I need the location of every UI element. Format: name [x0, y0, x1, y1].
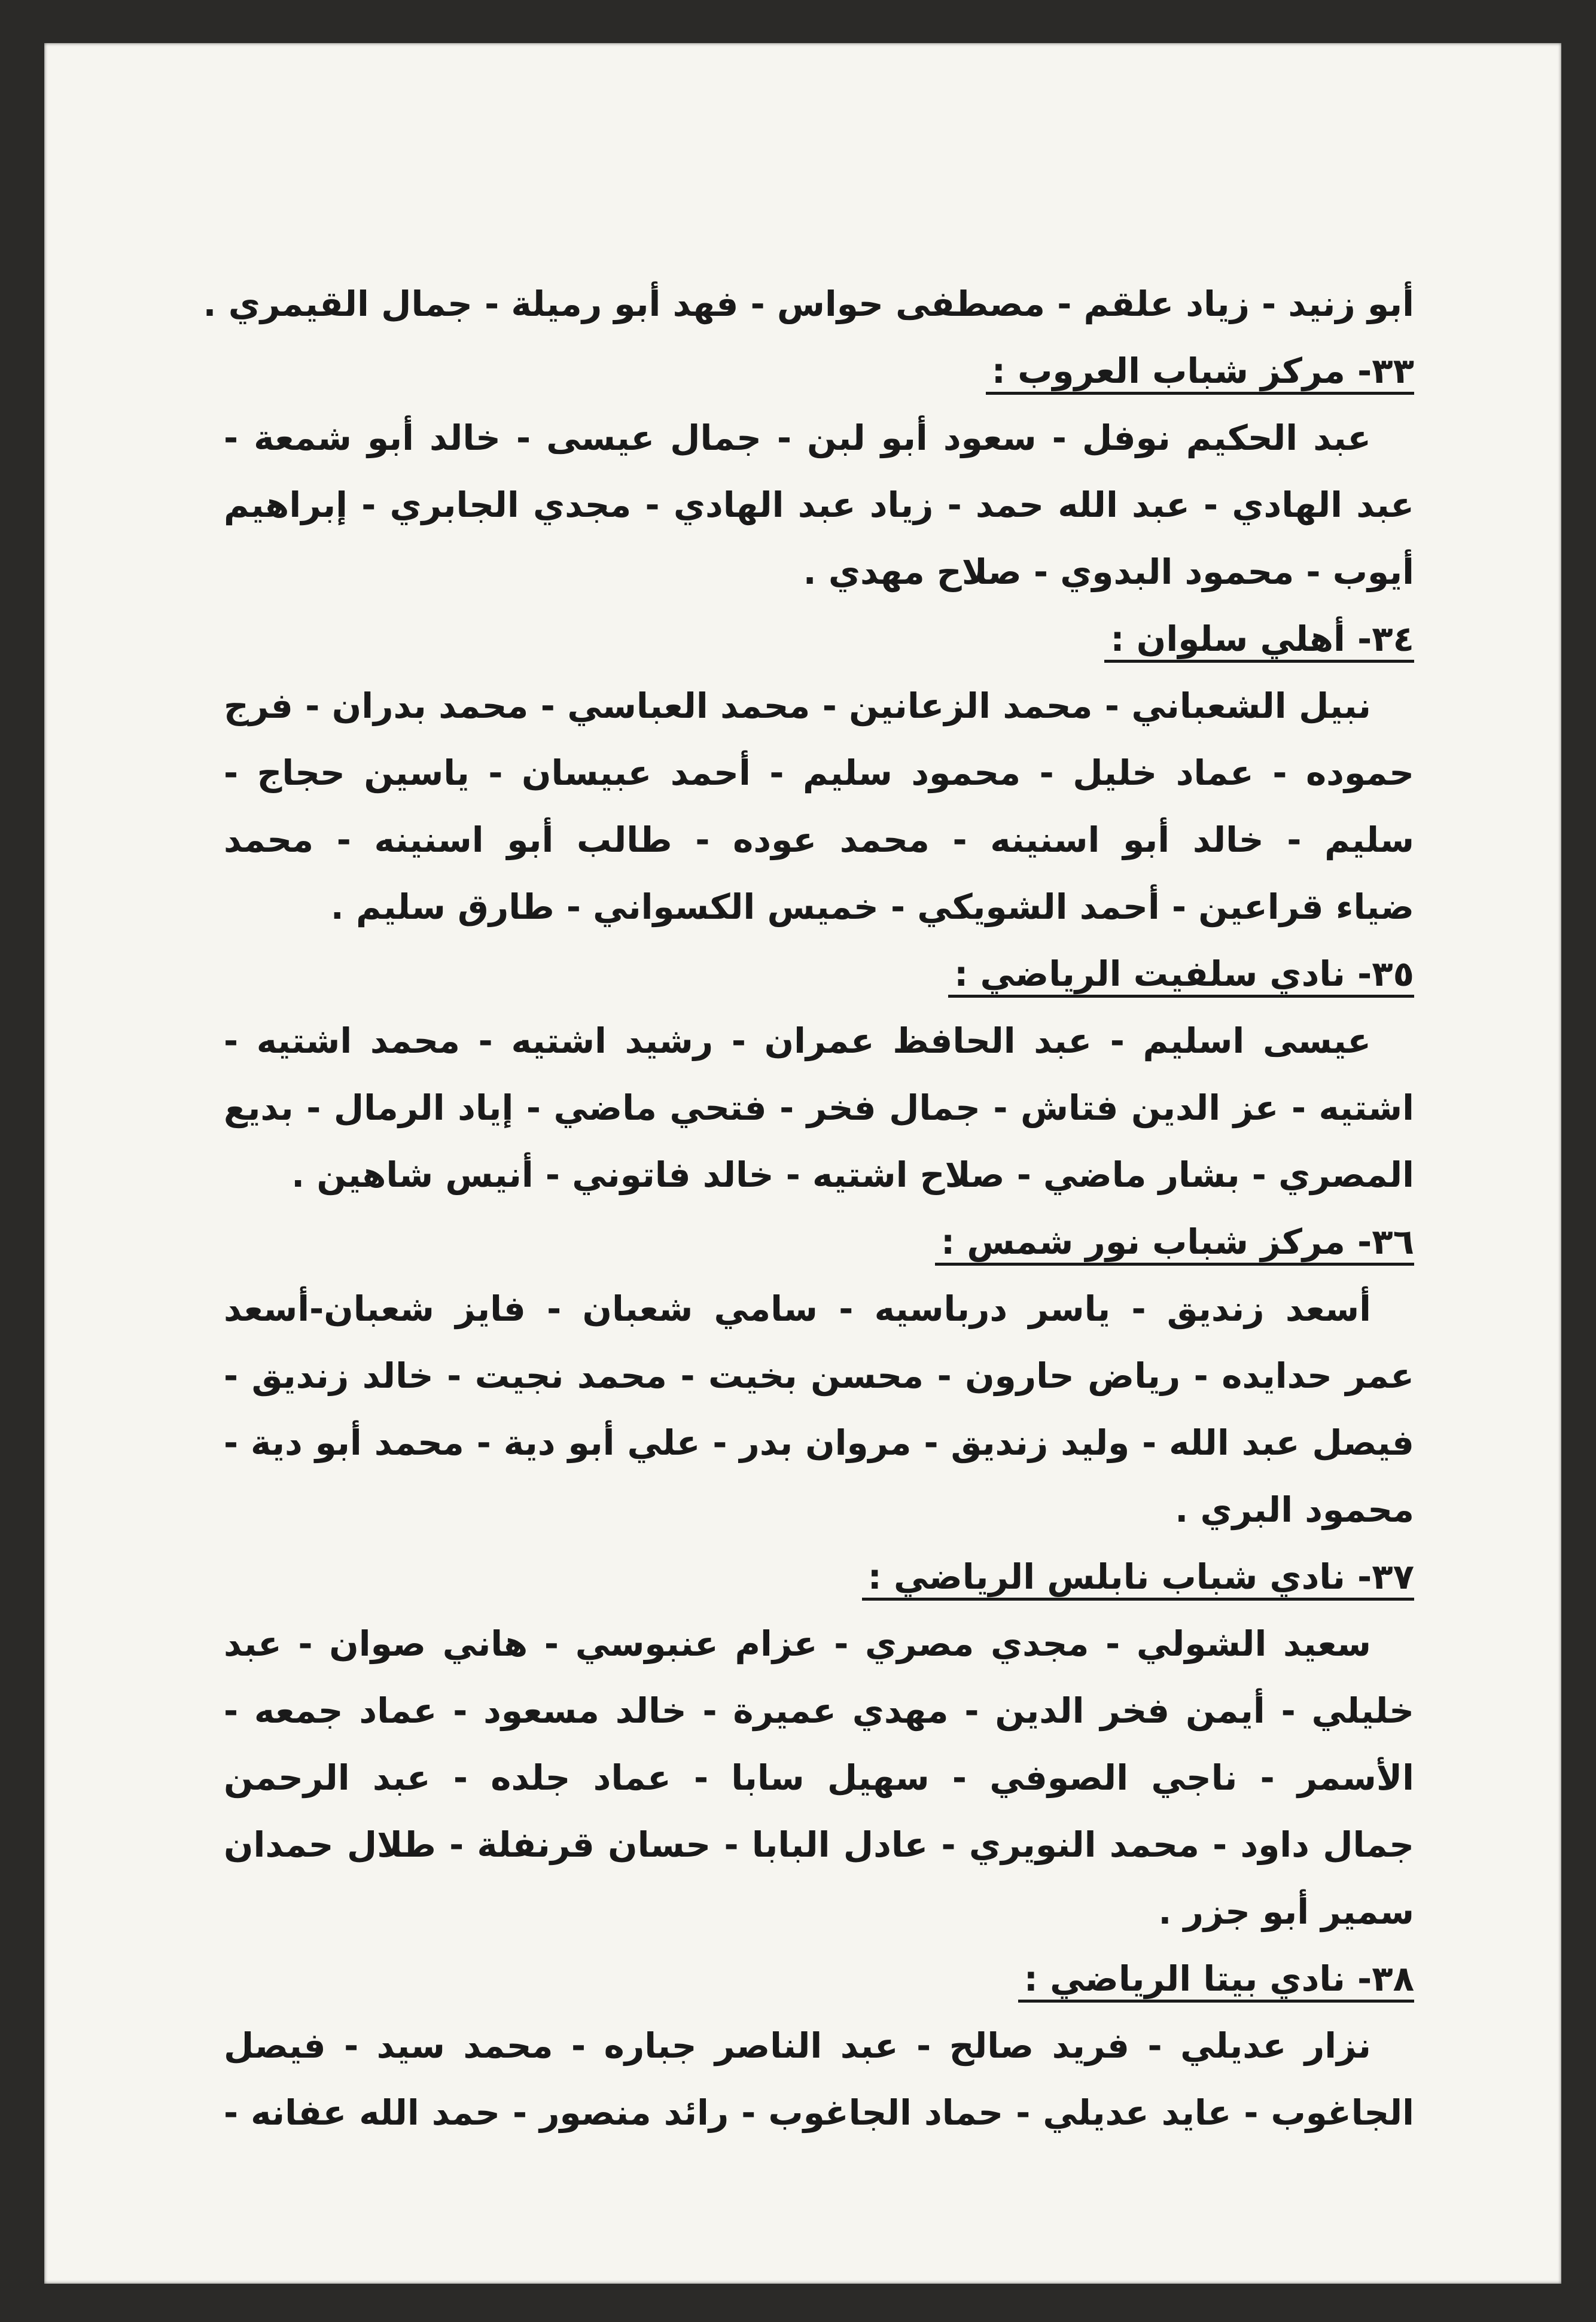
text-line: أبو زنيد - زياد علقم - مصطفى حواس - فهد أبو رميلة - جمال القيمري . — [203, 284, 1414, 324]
section-heading: ٣٨- نادي بيتا الرياضي : — [1018, 1958, 1414, 2003]
text-line: عبد الهادي - عبد الله حمد - زياد عبد الهادي - مجدي الجابري - إبراهيم — [224, 484, 1414, 525]
section-heading-wrap — [224, 1208, 1414, 1275]
text-line: جمال داود - محمد النويري - عادل البابا - حسان قرنفلة - طلال حمدان — [224, 1824, 1414, 1865]
text-line: عيسى اسليم - عبد الحافظ عمران - رشيد اشتيه - محمد اشتيه - — [224, 1020, 1371, 1061]
section-heading-wrap — [224, 605, 1414, 672]
section-heading: ٣٤- أهلي سلوان : — [1104, 618, 1414, 663]
text-line: الأسمر - ناجي الصوفي - سهيل سابا - عماد جلده - عبد الرحمن — [224, 1757, 1414, 1798]
text-line: نزار عديلي - فريد صالح - عبد الناصر جباره - محمد سيد - فيصل — [224, 2025, 1371, 2066]
text-line: أيوب - محمود البدوي - صلاح مهدي . — [803, 551, 1414, 592]
text-line: الجاغوب - عايد عديلي - حماد الجاغوب - رائد منصور - حمد الله عفانه - — [224, 2092, 1414, 2133]
section-heading-wrap — [224, 1543, 1414, 1610]
section-heading-wrap — [224, 1945, 1414, 2012]
section-heading-wrap — [224, 940, 1414, 1007]
text-line: محمود البري . — [1175, 1489, 1414, 1530]
section-heading-wrap — [224, 337, 1414, 404]
section-heading: ٣٧- نادي شباب نابلس الرياضي : — [862, 1556, 1414, 1601]
document-body — [203, 270, 1414, 2146]
text-line: عمر حدايده - رياض حارون - محسن بخيت - محمد نجيت - خالد زنديق - — [224, 1355, 1414, 1396]
text-line: خليلي - أيمن فخر الدين - مهدي عميرة - خالد مسعود - عماد جمعه - — [224, 1690, 1414, 1731]
scanned-page — [44, 43, 1561, 2284]
text-line: سليم - خالد أبو اسنينه - محمد عوده - طالب أبو اسنينه - محمد — [224, 819, 1414, 860]
text-line: سعيد الشولي - مجدي مصري - عزام عنبوسي - هاني صوان - عبد — [224, 1623, 1371, 1664]
section-heading: ٣٥- نادي سلفيت الرياضي : — [948, 953, 1414, 998]
text-line: أسعد زنديق - ياسر درباسيه - سامي شعبان - فايز شعبان-أسعد — [224, 1288, 1371, 1329]
text-line: نبيل الشعباني - محمد الزعانين - محمد العباسي - محمد بدران - فرج — [224, 685, 1371, 726]
text-line: عبد الحكيم نوفل - سعود أبو لبن - جمال عيسى - خالد أبو شمعة - — [224, 418, 1371, 458]
text-line: المصري - بشار ماضي - صلاح اشتيه - خالد فاتوني - أنيس شاهين . — [291, 1154, 1414, 1195]
text-line: فيصل عبد الله - وليد زنديق - مروان بدر - علي أبو دية - محمد أبو دية - — [224, 1422, 1414, 1463]
text-line: اشتيه - عز الدين فتاش - جمال فخر - فتحي ماضي - إياد الرمال - بديع — [224, 1087, 1414, 1128]
text-line: سمير أبو جزر . — [1158, 1891, 1414, 1932]
section-heading: ٣٦- مركز شباب نور شمس : — [935, 1221, 1414, 1266]
section-heading: ٣٣- مركز شباب العروب : — [986, 350, 1414, 395]
text-line: حموده - عماد خليل - محمود سليم - أحمد عبيسان - ياسين حجاج - — [224, 752, 1414, 793]
text-line: ضياء قراعين - أحمد الشويكي - خميس الكسواني - طارق سليم . — [330, 886, 1414, 927]
